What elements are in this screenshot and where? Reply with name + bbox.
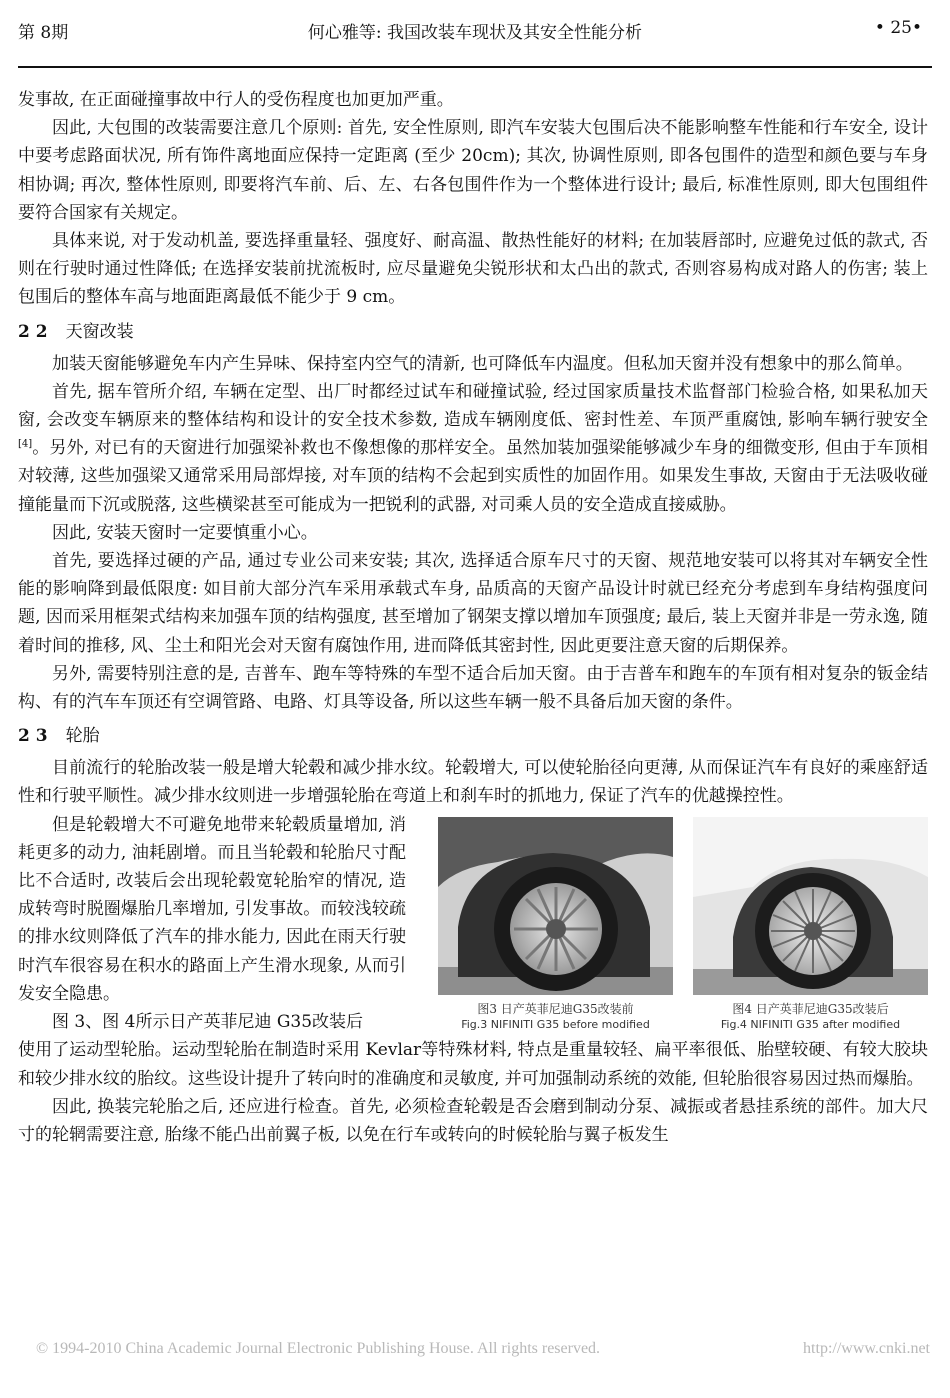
header-rule <box>18 66 932 68</box>
section-number: 2 3 <box>18 726 48 747</box>
car-wheel-before-photo <box>438 817 673 995</box>
section-heading-2-2 <box>18 318 928 346</box>
paragraph: 因此, 换装完轮胎之后, 还应进行检查。首先, 必须检查轮毂是否会磨到制动分泵、减振或者悬挂系统的部件。加大尺寸的轮辋需要注意, 胎缘不能凸出前翼子板, 以免在行车或转向的时候轮胎与翼子板发生 <box>18 1096 928 1145</box>
paragraph: 发事故, 在正面碰撞事故中行人的受伤程度也加更加严重。 <box>18 90 454 110</box>
paragraph-text: 。另外, 对已有的天窗进行加强梁补救也不像想像的那样安全。虽然加装加强梁能够减少车身的细微变形, 但由于车顶相对较薄, 这些加强梁又通常采用局部焊接, 对车顶的结构不会起到实质性的加固作用。如果发生事故, 天窗由于无法吸收碰撞能量而下沉或脱落, 这些横梁甚至可能成为一把锐利的武器, 对司乘人员的安全造成直接威胁。 <box>18 438 928 515</box>
figure-group <box>438 811 928 1037</box>
paragraph: 使用了运动型轮胎。运动型轮胎在制造时采用 Kevlar等特殊材料, 特点是重量较轻、扁平率很低、胎壁较硬、有较大胶块和较少排水纹的胎纹。这些设计提升了转向时的准确度和灵敏度, 并可加强制动系统的效能, 但轮胎很容易因过热而爆胎。 <box>18 1040 928 1089</box>
figure-3 <box>438 817 673 1037</box>
figure-4 <box>693 817 928 1037</box>
paragraph: 因此, 大包围的改装需要注意几个原则: 首先, 安全性原则, 即汽车安装大包围后决不能影响整车性能和行车安全, 设计中要考虑路面状况, 所有饰件离地面应保持一定距离 (至少 20cm); 其次, 协调性原则, 即各包围件的造型和颜色要与车身相协调; 再次, 整体性原则, 即要将汽车前、后、左、右各包围件作为一个整体进行设计; 最后, 标准性原则, 即大包围组件要符合国家有关规定。 <box>18 118 928 223</box>
paragraph: 具体来说, 对于发动机盖, 要选择重量轻、强度好、耐高温、散热性能好的材料; 在加装唇部时, 应避免过低的款式, 否则在行驶时通过性降低; 在选择安装前扰流板时, 应尽量避免尖锐形状和太凸出的款式, 否则容易构成对路人的伤害; 装上包围后的整体车高与地面距离最低不能少于 9 cm。 <box>18 231 928 308</box>
paragraph: 加装天窗能够避免车内产生异味、保持室内空气的清新, 也可降低车内温度。但私加天窗并没有想象中的那么简单。 <box>52 353 913 374</box>
paragraph <box>18 378 928 519</box>
article-body <box>18 86 928 1149</box>
journal-issue: 第 8期 <box>18 23 69 43</box>
paragraph-text: 首先, 据车管所介绍, 车辆在定型、出厂时都经过试车和碰撞试验, 经过国家质量技术监督部门检验合格, 如果私加天窗, 会改变车辆原来的整体结构和设计的安全技术参数, 造成车辆刚度低、密封性差、车顶严重腐蚀, 影响车辆行驶安全 <box>18 381 928 431</box>
figure-caption-en: Fig.3 NIFINITI G35 before modified <box>461 1017 650 1031</box>
page-footer <box>36 1340 930 1358</box>
citation-ref: [4] <box>18 438 33 450</box>
footer-url: http://www.cnki.net <box>803 1340 930 1357</box>
section-heading-2-3 <box>18 722 928 750</box>
paragraph: 另外, 需要特别注意的是, 吉普车、跑车等特殊的车型不适合后加天窗。由于吉普车和跑车的车顶有相对复杂的钣金结构、有的汽车车顶还有空调管路、电路、灯具等设备, 所以这些车辆一般不具备后加天窗的条件。 <box>18 663 928 713</box>
figure-caption-cn: 图4 日产英菲尼迪G35改装后 <box>732 1001 889 1016</box>
paragraph: 但是轮毂增大不可避免地带来轮毂质量增加, 消耗更多的动力, 油耗剧增。而且当轮毂和轮胎尺寸配比不合适时, 改装后会出现轮毂宽轮胎窄的情况, 造成转弯时脱圈爆胎几率增加, 引发事故。而较浅较疏的排水纹则降低了汽车的排水能力, 因此在雨天行驶时汽车很容易在积水的路面上产生滑水现象, 从而引发安全隐患。 <box>18 814 406 1004</box>
car-wheel-after-photo <box>693 817 928 995</box>
running-title: 何心雅等: 我国改装车现状及其安全性能分析 <box>307 23 643 43</box>
wrapped-text <box>18 811 406 1037</box>
page-header <box>18 8 932 68</box>
figure-caption-cn: 图3 日产英菲尼迪G35改装前 <box>477 1001 634 1016</box>
paragraph: 图 3、图 4所示日产英菲尼迪 G35改装后 <box>52 1012 364 1033</box>
figure-caption-en: Fig.4 NIFINITI G35 after modified <box>720 1017 901 1031</box>
text-figure-wrap <box>18 811 928 1037</box>
section-title: 天窗改装 <box>65 321 134 342</box>
copyright-notice: © 1994-2010 China Academic Journal Electronic Publishing House. All rights reserved. <box>36 1340 601 1357</box>
section-title: 轮胎 <box>65 726 100 747</box>
paragraph: 目前流行的轮胎改装一般是增大轮毂和减少排水纹。轮毂增大, 可以使轮胎径向更薄, 从而保证汽车有良好的乘座舒适性和行驶平顺性。减少排水纹则进一步增强轮胎在弯道上和刹车时的抓地力, 保证了汽车的优越操控性。 <box>18 758 928 807</box>
paragraph: 因此, 安装天窗时一定要慎重小心。 <box>52 522 318 543</box>
page-number: • 25• <box>874 18 922 38</box>
paragraph: 首先, 要选择过硬的产品, 通过专业公司来安装; 其次, 选择适合原车尺寸的天窗、规范地安装可以将其对车辆安全性能的影响降到最低限度: 如目前大部分汽车采用承载式车身, 品质高的天窗产品设计时就已经充分考虑到车身结构强度问题, 因而采用框架式结构来加强车顶的结构强度, 甚至增加了钢架支撑以增加车顶强度; 最后, 装上天窗并非是一劳永逸, 随着时间的推移, 风、尘土和阳光会对天窗有腐蚀作用, 进而降低其密封性, 因此更要注意天窗的后期保养。 <box>18 551 928 656</box>
section-number: 2 2 <box>18 321 48 342</box>
